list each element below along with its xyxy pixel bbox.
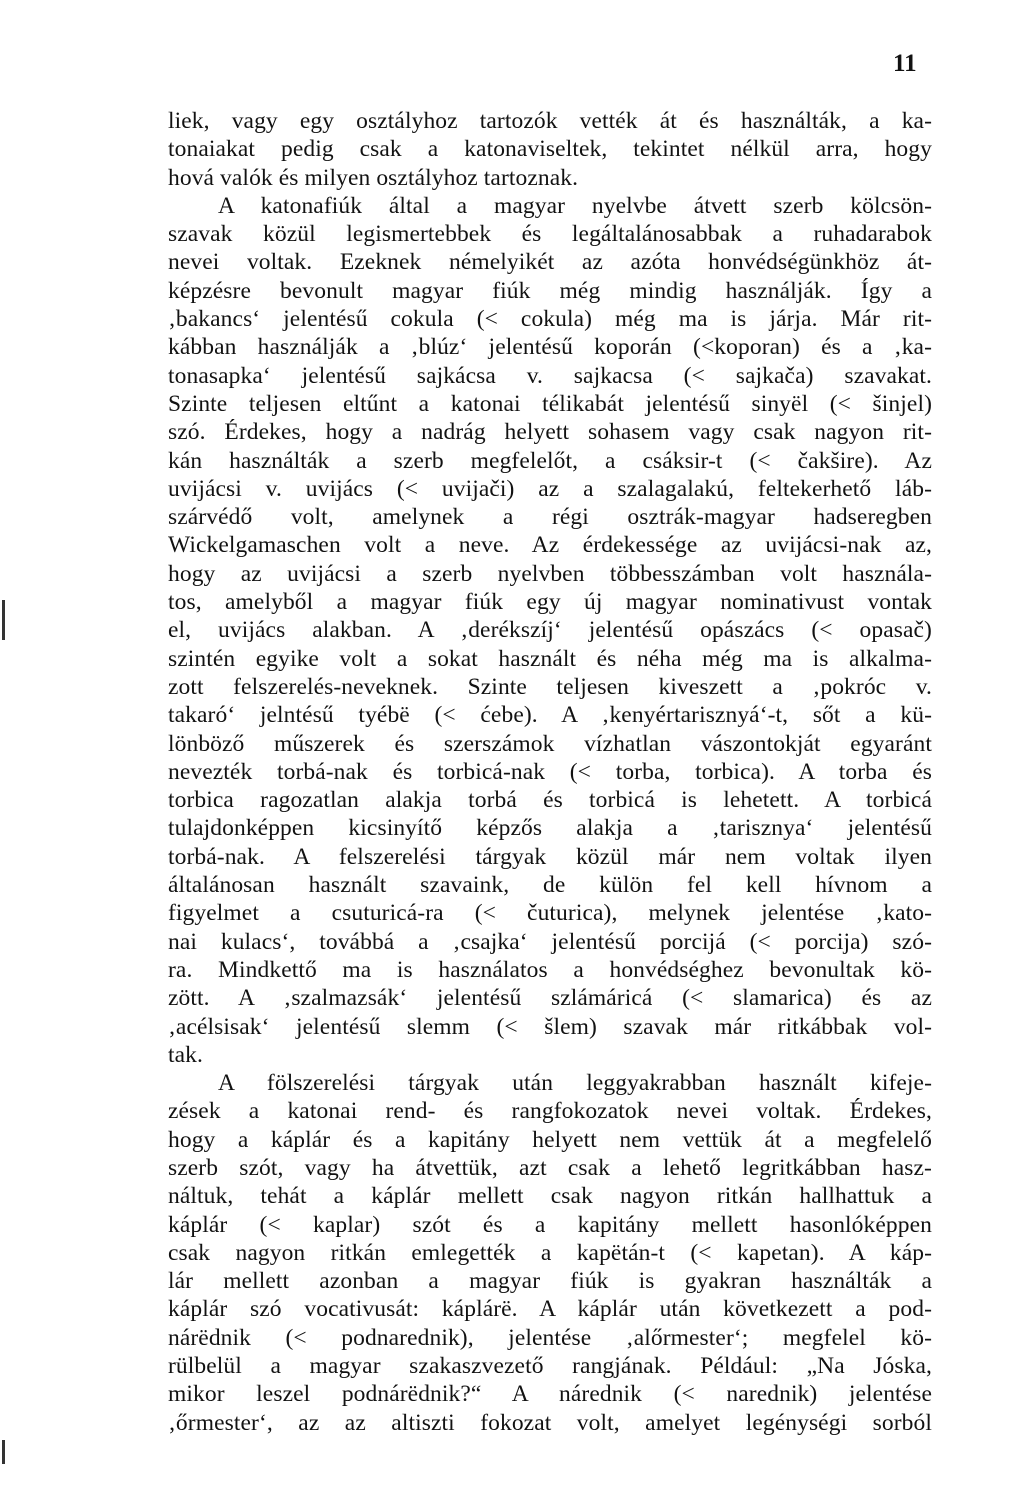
text-line: szerb szót, vagy ha átvettük, azt csak a lehető legritkábban hasz-	[168, 1154, 932, 1181]
text-line: szó. Érdekes, hogy a nadrág helyett sohasem vagy csak nagyon rit-	[168, 419, 932, 446]
text-line: lönböző műszerek és szerszámok vízhatlan vászontokját egyaránt	[168, 730, 932, 757]
text-line: ‚bakancs‘ jelentésű cokula (< cokula) még ma is járja. Már rit-	[168, 306, 932, 333]
text-line: csak nagyon ritkán emlegették a kapëtán-t (< kapetan). A káp-	[168, 1239, 932, 1266]
text-line: A katonafiúk által a magyar nyelvbe átvett szerb kölcsön-	[218, 192, 932, 219]
text-line: ‚acélsisak‘ jelentésű slemm (< šlem) szavak már ritkábbak vol-	[168, 1013, 932, 1040]
text-line: szintén egyike volt a sokat használt és néha még ma is alkalma-	[168, 645, 932, 672]
text-line: náltuk, tehát a káplár mellett csak nagyon ritkán hallhattuk a	[168, 1183, 932, 1210]
text-line: tulajdonképpen kicsinyítő képzős alakja a ‚tarisznya‘ jelentésű	[168, 815, 932, 842]
text-line: hogy a káplár és a kapitány helyett nem vettük át a megfelelő	[168, 1126, 932, 1153]
text-line: nevei voltak. Ezeknek némelyikét az azóta honvédségünkhöz át-	[168, 249, 932, 276]
text-line: hogy az uvijácsi a szerb nyelvben többesszámban volt használa-	[168, 560, 932, 587]
text-line: rülbelül a magyar szakaszvezető rangjának. Például: „Na Jóska,	[168, 1353, 932, 1380]
text-line: nai kulacs‘, továbbá a ‚csajka‘ jelentésű porcijá (< porcija) szó-	[168, 928, 932, 955]
text-line: Szinte teljesen eltűnt a katonai télikabát jelentésű sinyël (< šinjel)	[168, 390, 932, 417]
text-line: káplár (< kaplar) szót és a kapitány mellett hasonlóképpen	[168, 1211, 932, 1238]
text-line: kán használták a szerb megfelelőt, a csáksir-t (< čakšire). Az	[168, 447, 932, 474]
text-line: el, uvijács alakban. A ‚derékszíj‘ jelentésű opászács (< opasač)	[168, 617, 932, 644]
text-line: tonasapka‘ jelentésű sajkácsa v. sajkacsa (< sajkača) szavakat.	[168, 362, 932, 389]
text-line: uvijácsi v. uvijács (< uvijači) az a szalagalakú, feltekerhető láb-	[168, 475, 932, 502]
text-line: takaró‘ jelntésű tyébë (< ćebe). A ‚kenyértarisznyá‘-t, sőt a kü-	[168, 702, 932, 729]
text-line: torbá-nak. A felszerelési tárgyak közül már nem voltak ilyen	[168, 843, 932, 870]
text-line: zott felszerelés-neveknek. Szinte teljesen kiveszett a ‚pokróc v.	[168, 673, 932, 700]
text-line: ‚őrmester‘, az az altiszti fokozat volt, amelyet legénységi sorból	[168, 1409, 932, 1436]
body-text	[168, 107, 932, 1437]
text-line: liek, vagy egy osztályhoz tartozók vették át és használták, a ka-	[168, 108, 932, 134]
text-line: tak.	[168, 1041, 203, 1068]
scan-margin-mark	[2, 1440, 5, 1464]
text-line: nevezték torbá-nak és torbicá-nak (< torba, torbica). A torba és	[168, 758, 932, 785]
text-line: A fölszerelési tárgyak után leggyakrabban használt kifeje-	[218, 1070, 932, 1097]
text-line: szárvédő volt, amelynek a régi osztrák-magyar hadseregben	[168, 504, 932, 531]
text-line: lár mellett azonban a magyar fiúk is gyakran használták a	[168, 1268, 932, 1295]
text-line: zések a katonai rend- és rangfokozatok nevei voltak. Érdekes,	[168, 1098, 932, 1125]
text-line: tos, amelyből a magyar fiúk egy új magyar nominativust vontak	[168, 589, 932, 616]
text-line: kábban használják a ‚blúz‘ jelentésű koporán (<koporan) és a ‚ka-	[168, 334, 932, 361]
text-line: figyelmet a csuturicá-ra (< čuturica), melynek jelentése ‚kato-	[168, 900, 932, 927]
text-line: zött. A ‚szalmazsák‘ jelentésű szlámáricá (< slamarica) és az	[168, 985, 932, 1012]
text-line: Wickelgamaschen volt a neve. Az érdekessége az uvijácsi-nak az,	[168, 532, 932, 559]
text-line: általánosan használt szavaink, de külön fel kell hívnom a	[168, 872, 932, 899]
text-line: káplár szó vocativusát: káplárë. A káplár után következett a pod-	[168, 1296, 932, 1323]
text-line: szavak közül legismertebbek és legáltalánosabbak a ruhadarabok	[168, 221, 932, 248]
scan-margin-mark	[2, 600, 5, 640]
text-line: nárëdnik (< podnarednik), jelentése ‚alőrmester‘; megfelel kö-	[168, 1324, 932, 1351]
text-line: mikor leszel podnárëdnik?“ A nárednik (< narednik) jelentése	[168, 1381, 932, 1408]
text-line: ra. Mindkettő ma is használatos a honvédséghez bevonultak kö-	[168, 956, 932, 983]
text-line: torbica ragozatlan alakja torbá és torbicá is lehetett. A torbicá	[168, 787, 932, 814]
text-line: hová valók és milyen osztályhoz tartoznak.	[168, 164, 579, 191]
text-line: képzésre bevonult magyar fiúk még mindig használják. Így a	[168, 277, 932, 304]
text-line: tonaiakat pedig csak a katonaviseltek, tekintet nélkül arra, hogy	[168, 136, 932, 163]
page-number: 11	[893, 50, 917, 77]
